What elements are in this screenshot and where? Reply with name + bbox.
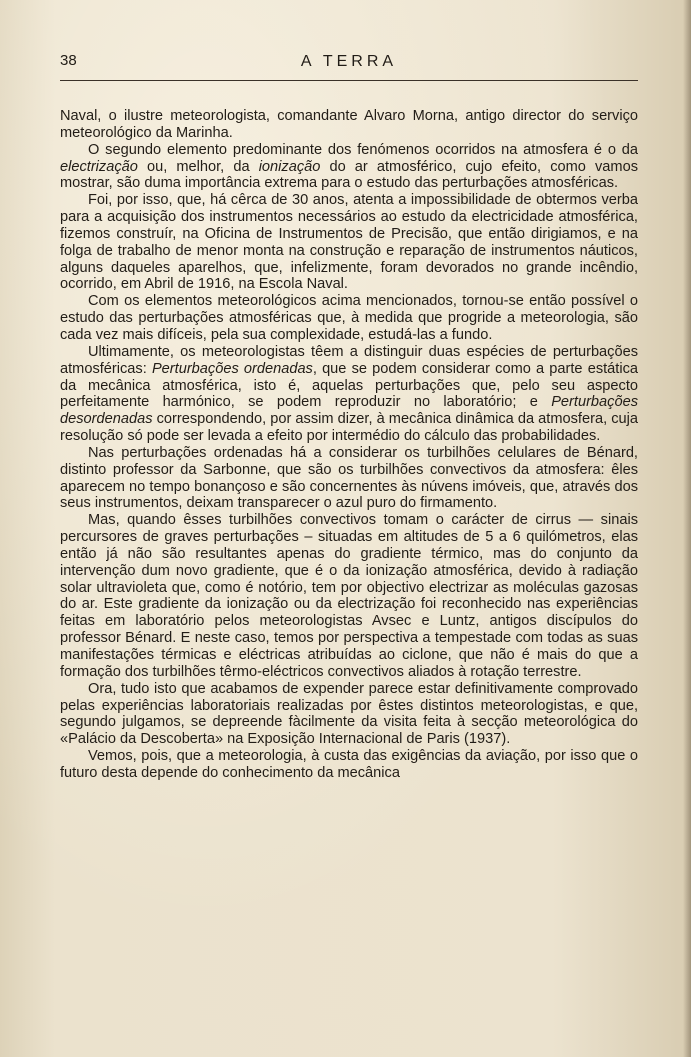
text-run: Ultimamente, os meteorologistas têem a distinguir duas espécies de perturbações atmosféricas:	[60, 343, 638, 377]
text-run: O segundo elemento predominante dos fenómenos ocorridos na atmosfera é o da	[88, 141, 638, 158]
page-edge-shadow	[683, 0, 691, 1057]
paragraph	[60, 512, 638, 680]
text-run: Mas, quando êsses turbilhões convectivos tomam o carácter de cirrus — sinais percursores de graves perturbações – situadas em altitudes de 5 a 6 quilómetros, elas então já não são resultantes apenas do gradiente térmico, mas do conjunto da intervenção dum novo gradiente, que é o da ionização atmosférica, devido à radiação solar ultravioleta que, como é notório, tem por objectivo electrizar as moléculas gazosas do ar. Este gradiente da ionização ou da electrização foi reconhecido nas experiências feitas em laboratório pelos meteorologistas Avsec e Luntz, antigos discípulos do professor Bénard. E neste caso, temos por perspectiva a tempestade com todas as suas manifestações térmicas e eléctricas atribuídas ao ciclone, que não é mais do que a formação dos turbilhões têrmo-eléctricos convectivos aliados à rotação terrestre.	[60, 512, 638, 680]
paragraph	[60, 108, 638, 142]
running-title: A TERRA	[300, 53, 398, 70]
paragraph	[60, 293, 638, 344]
text-run: Nas perturbações ordenadas há a considerar os turbilhões celulares de Bénard, distinto professor da Sarbonne, que são os turbilhões convectivos da atmosfera: êles aparecem no tempo bonançoso e são concernentes às núvens imóveis, que, através dos seus instrumentos, deixam transparecer o azul puro do firmamento.	[60, 444, 638, 512]
paragraph	[60, 445, 638, 512]
text-run: Vemos, pois, que a meteorologia, à custa das exigências da aviação, por isso que o futuro desta depende do conhecimento da mecânica	[60, 748, 638, 781]
paragraph	[60, 681, 638, 748]
text-run: do ar atmosférico, cujo efeito, como vamos mostrar, são duma importância extrema para o estudo das perturbações atmosféricas.	[60, 158, 638, 192]
paragraph	[60, 142, 638, 193]
italic-text-run: ionização	[258, 158, 321, 175]
text-run: Com os elementos meteorológicos acima mencionados, tornou-se então possível o estudo das perturbações atmosféricas que, à medida que progride a meteorologia, são cada vez mais difíceis, pela sua complexidade, estudá-las a fundo.	[60, 293, 638, 343]
text-run: Foi, por isso, que, há cêrca de 30 anos, atenta a impossibilidade de obtermos verba para a acquisição dos instrumentos necessários ao estudo da electricidade atmosférica, fizemos construír, na Oficina de Instrumentos de Precisão, que então dirigiamos, e na folga de trabalho de menor monta na construção e reparação de instrumentos náuticos, alguns daqueles aparelhos, que, infelizmente, foram devorados no grande incêndio, ocorrido, em Abril de 1916, na Escola Naval.	[60, 192, 638, 293]
text-run: , que se podem considerar como a parte estática da mecânica atmosférica, isto é, aquelas perturbações que, pelo seu aspecto perfeitamente harmónico, se podem reproduzir no laboratório; e	[60, 360, 638, 411]
header-rule	[60, 80, 638, 81]
paragraph	[60, 192, 638, 293]
italic-text-run: electrização	[60, 158, 138, 175]
text-run: ou, melhor, da	[137, 158, 259, 175]
text-run: Naval, o ilustre meteorologista, comandante Alvaro Morna, antigo director do serviço meteorológico da Marinha.	[60, 108, 638, 141]
text-run: correspondendo, por assim dizer, à mecânica dinâmica da atmosfera, cuja resolução só pode ser levada a efeito por intermédio do cálculo das probabilidades.	[60, 411, 638, 445]
paragraph	[60, 748, 638, 782]
body-text	[60, 108, 638, 782]
page-number: 38	[60, 52, 77, 69]
paragraph	[60, 344, 638, 445]
italic-text-run: Perturbações desordenadas	[60, 394, 638, 428]
text-run: Ora, tudo isto que acabamos de expender parece estar definitivamente comprovado pelas experiências laboratoriais realizadas por êstes distintos meteorologistas, e que, segundo julgamos, se depreende fàcilmente da visita feita à secção meteorológica do «Palácio da Descoberta» na Exposição Internacional de Paris (1937).	[60, 680, 638, 748]
italic-text-run: Perturbações ordenadas	[151, 360, 313, 377]
page-header	[60, 50, 638, 76]
